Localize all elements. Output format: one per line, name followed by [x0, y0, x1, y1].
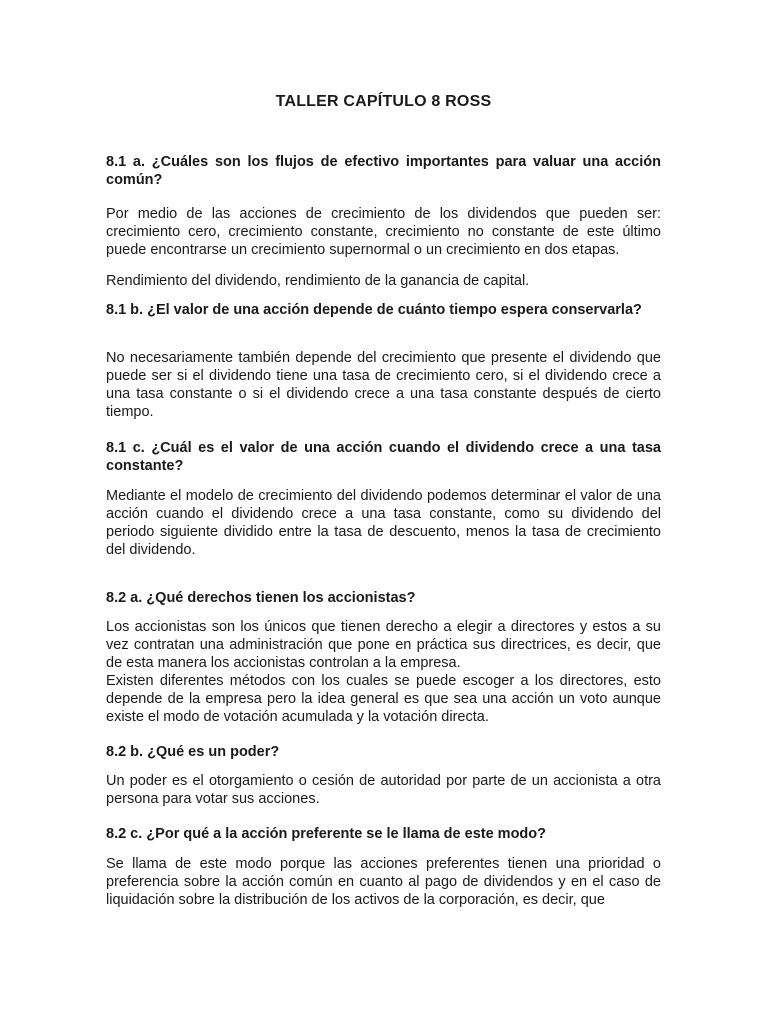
answer-8-1-a-paragraph-2: Rendimiento del dividendo, rendimiento de la ganancia de capital. [106, 273, 530, 289]
answer-8-2-c: Se llama de este modo porque las acciones preferentes tienen una prioridad o preferencia sobre la acción común en cuanto al pago de dividendos y en el caso de liquidación sobre la distribución de los activos de la corporación, es decir, que [106, 856, 661, 908]
question-8-1-c: 8.1 c. ¿Cuál es el valor de una acción cuando el dividendo crece a una tasa constante? [106, 440, 661, 474]
answer-8-2-b: Un poder es el otorgamiento o cesión de autoridad por parte de un accionista a otra persona para votar sus acciones. [106, 773, 661, 807]
question-8-2-c: 8.2 c. ¿Por qué a la acción preferente se le llama de este modo? [106, 826, 546, 842]
answer-8-2-a-paragraph-1: Los accionistas son los únicos que tienen derecho a elegir a directores y estos a su vez contratan una administración que pone en práctica sus directrices, es decir, que de esta manera los accionistas controlan a la empresa. [106, 619, 661, 671]
question-8-1-b: 8.1 b. ¿El valor de una acción depende de cuánto tiempo espera conservarla? [106, 302, 642, 318]
answer-8-1-a-paragraph-1: Por medio de las acciones de crecimiento de los dividendos que pueden ser: crecimiento cero, crecimiento constante, crecimiento no constante de este último puede encontrarse un crecimiento supernormal o un crecimiento en dos etapas. [106, 206, 661, 258]
answer-8-1-b: No necesariamente también depende del crecimiento que presente el dividendo que puede ser si el dividendo tiene una tasa de crecimiento cero, si el dividendo crece a una tasa constante o si el dividendo crece a una tasa constante después de cierto tiempo. [106, 350, 661, 420]
question-8-2-a: 8.2 a. ¿Qué derechos tienen los accionistas? [106, 590, 416, 606]
answer-8-1-c: Mediante el modelo de crecimiento del dividendo podemos determinar el valor de una acción cuando el dividendo crece a una tasa constante, como su dividendo del periodo siguiente dividido entre la tasa de descuento, menos la tasa de crecimiento del dividendo. [106, 488, 661, 558]
question-8-2-b: 8.2 b. ¿Qué es un poder? [106, 744, 280, 760]
document-title: TALLER CAPÍTULO 8 ROSS [275, 93, 492, 110]
answer-8-2-a-paragraph-2: Existen diferentes métodos con los cuales se puede escoger a los directores, esto depende de la empresa pero la idea general es que sea una acción un voto aunque existe el modo de votación acumulada y la votación directa. [106, 673, 661, 725]
question-8-1-a: 8.1 a. ¿Cuáles son los flujos de efectivo importantes para valuar una acción común? [106, 154, 661, 188]
